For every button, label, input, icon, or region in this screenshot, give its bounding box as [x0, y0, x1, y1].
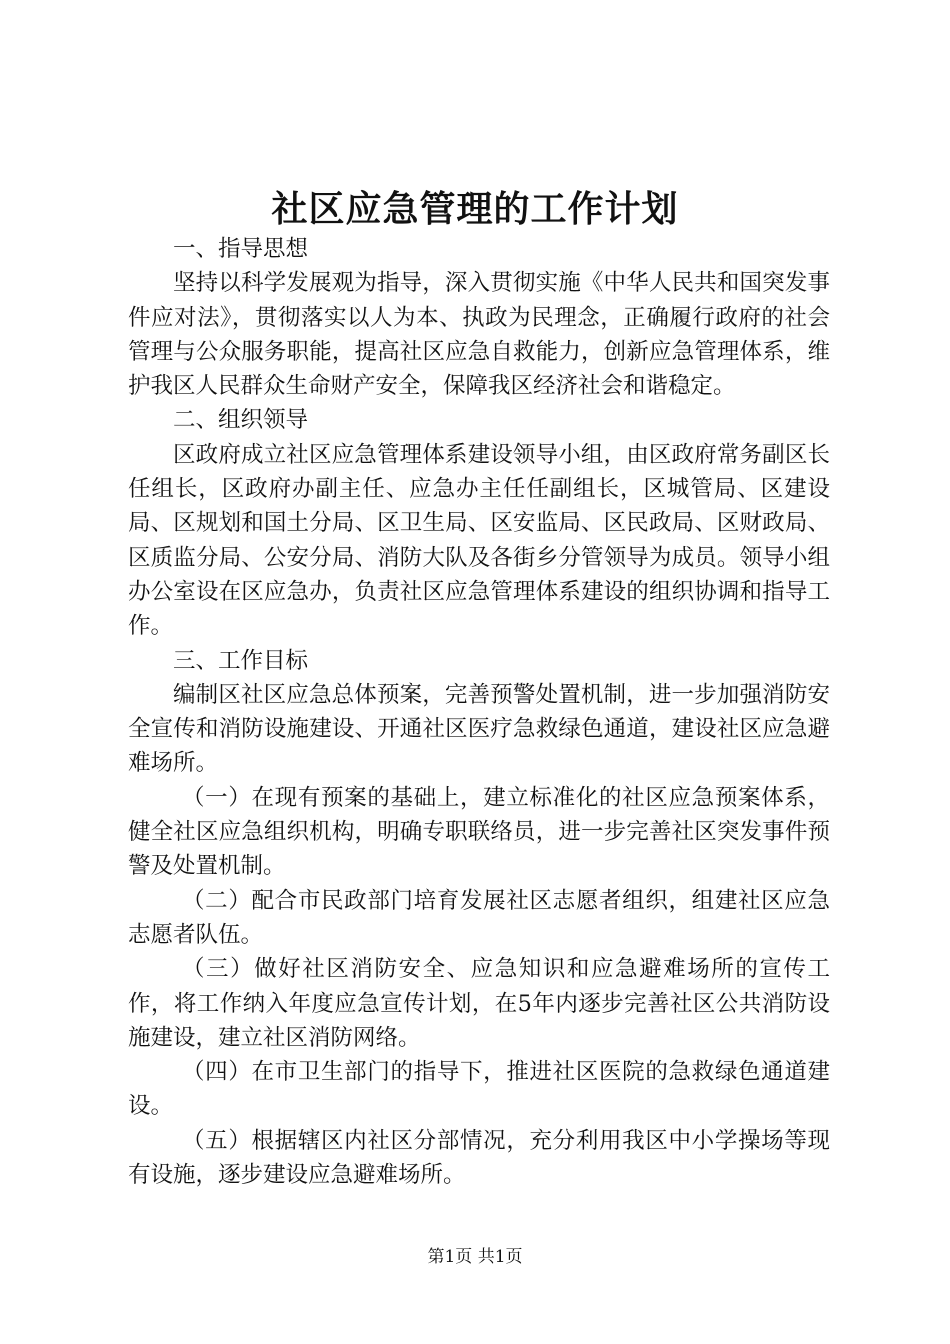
- paragraph: 编制区社区应急总体预案，完善预警处置机制，进一步加强消防安全宣传和消防设施建设、开通社区医疗急救绿色通道，建设社区应急避难场所。: [128, 681, 830, 777]
- list-item: （一）在现有预案的基础上，建立标准化的社区应急预案体系，健全社区应急组织机构，明确专职联络员，进一步完善社区突发事件预警及处置机制。: [128, 784, 830, 880]
- section-heading: 三、工作目标: [173, 647, 309, 674]
- paragraph: 区政府成立社区应急管理体系建设领导小组，由区政府常务副区长任组长，区政府办副主任、应急办主任任副组长，区城管局、区建设局、区规划和国土分局、区卫生局、区安监局、区民政局、区财政局、区质监分局、公安分局、消防大队及各街乡分管领导为成员。领导小组办公室设在区应急办，负责社区应急管理体系建设的组织协调和指导工作。: [128, 441, 830, 640]
- page-footer: 第1页 共1页: [427, 1247, 523, 1267]
- list-item: （三）做好社区消防安全、应急知识和应急避难场所的宣传工作，将工作纳入年度应急宣传计划，在5年内逐步完善社区公共消防设施建设，建立社区消防网络。: [128, 956, 830, 1051]
- list-item: （五）根据辖区内社区分部情况，充分利用我区中小学操场等现有设施，逐步建设应急避难场所。: [128, 1127, 830, 1189]
- document-body: [128, 232, 830, 1192]
- document-title: 社区应急管理的工作计划: [271, 188, 679, 230]
- list-item: （二）配合市民政部门培育发展社区志愿者组织，组建社区应急志愿者队伍。: [128, 887, 830, 948]
- list-item: （四）在市卫生部门的指导下，推进社区医院的急救绿色通道建设。: [128, 1059, 830, 1120]
- paragraph: 坚持以科学发展观为指导，深入贯彻实施《中华人民共和国突发事件应对法》，贯彻落实以人为本、执政为民理念，正确履行政府的社会管理与公众服务职能，提高社区应急自救能力，创新应急管理体系，维护我区人民群众生命财产安全，保障我区经济社会和谐稳定。: [128, 270, 830, 400]
- section-heading: 一、指导思想: [173, 236, 309, 262]
- section-heading: 二、组织领导: [173, 407, 309, 434]
